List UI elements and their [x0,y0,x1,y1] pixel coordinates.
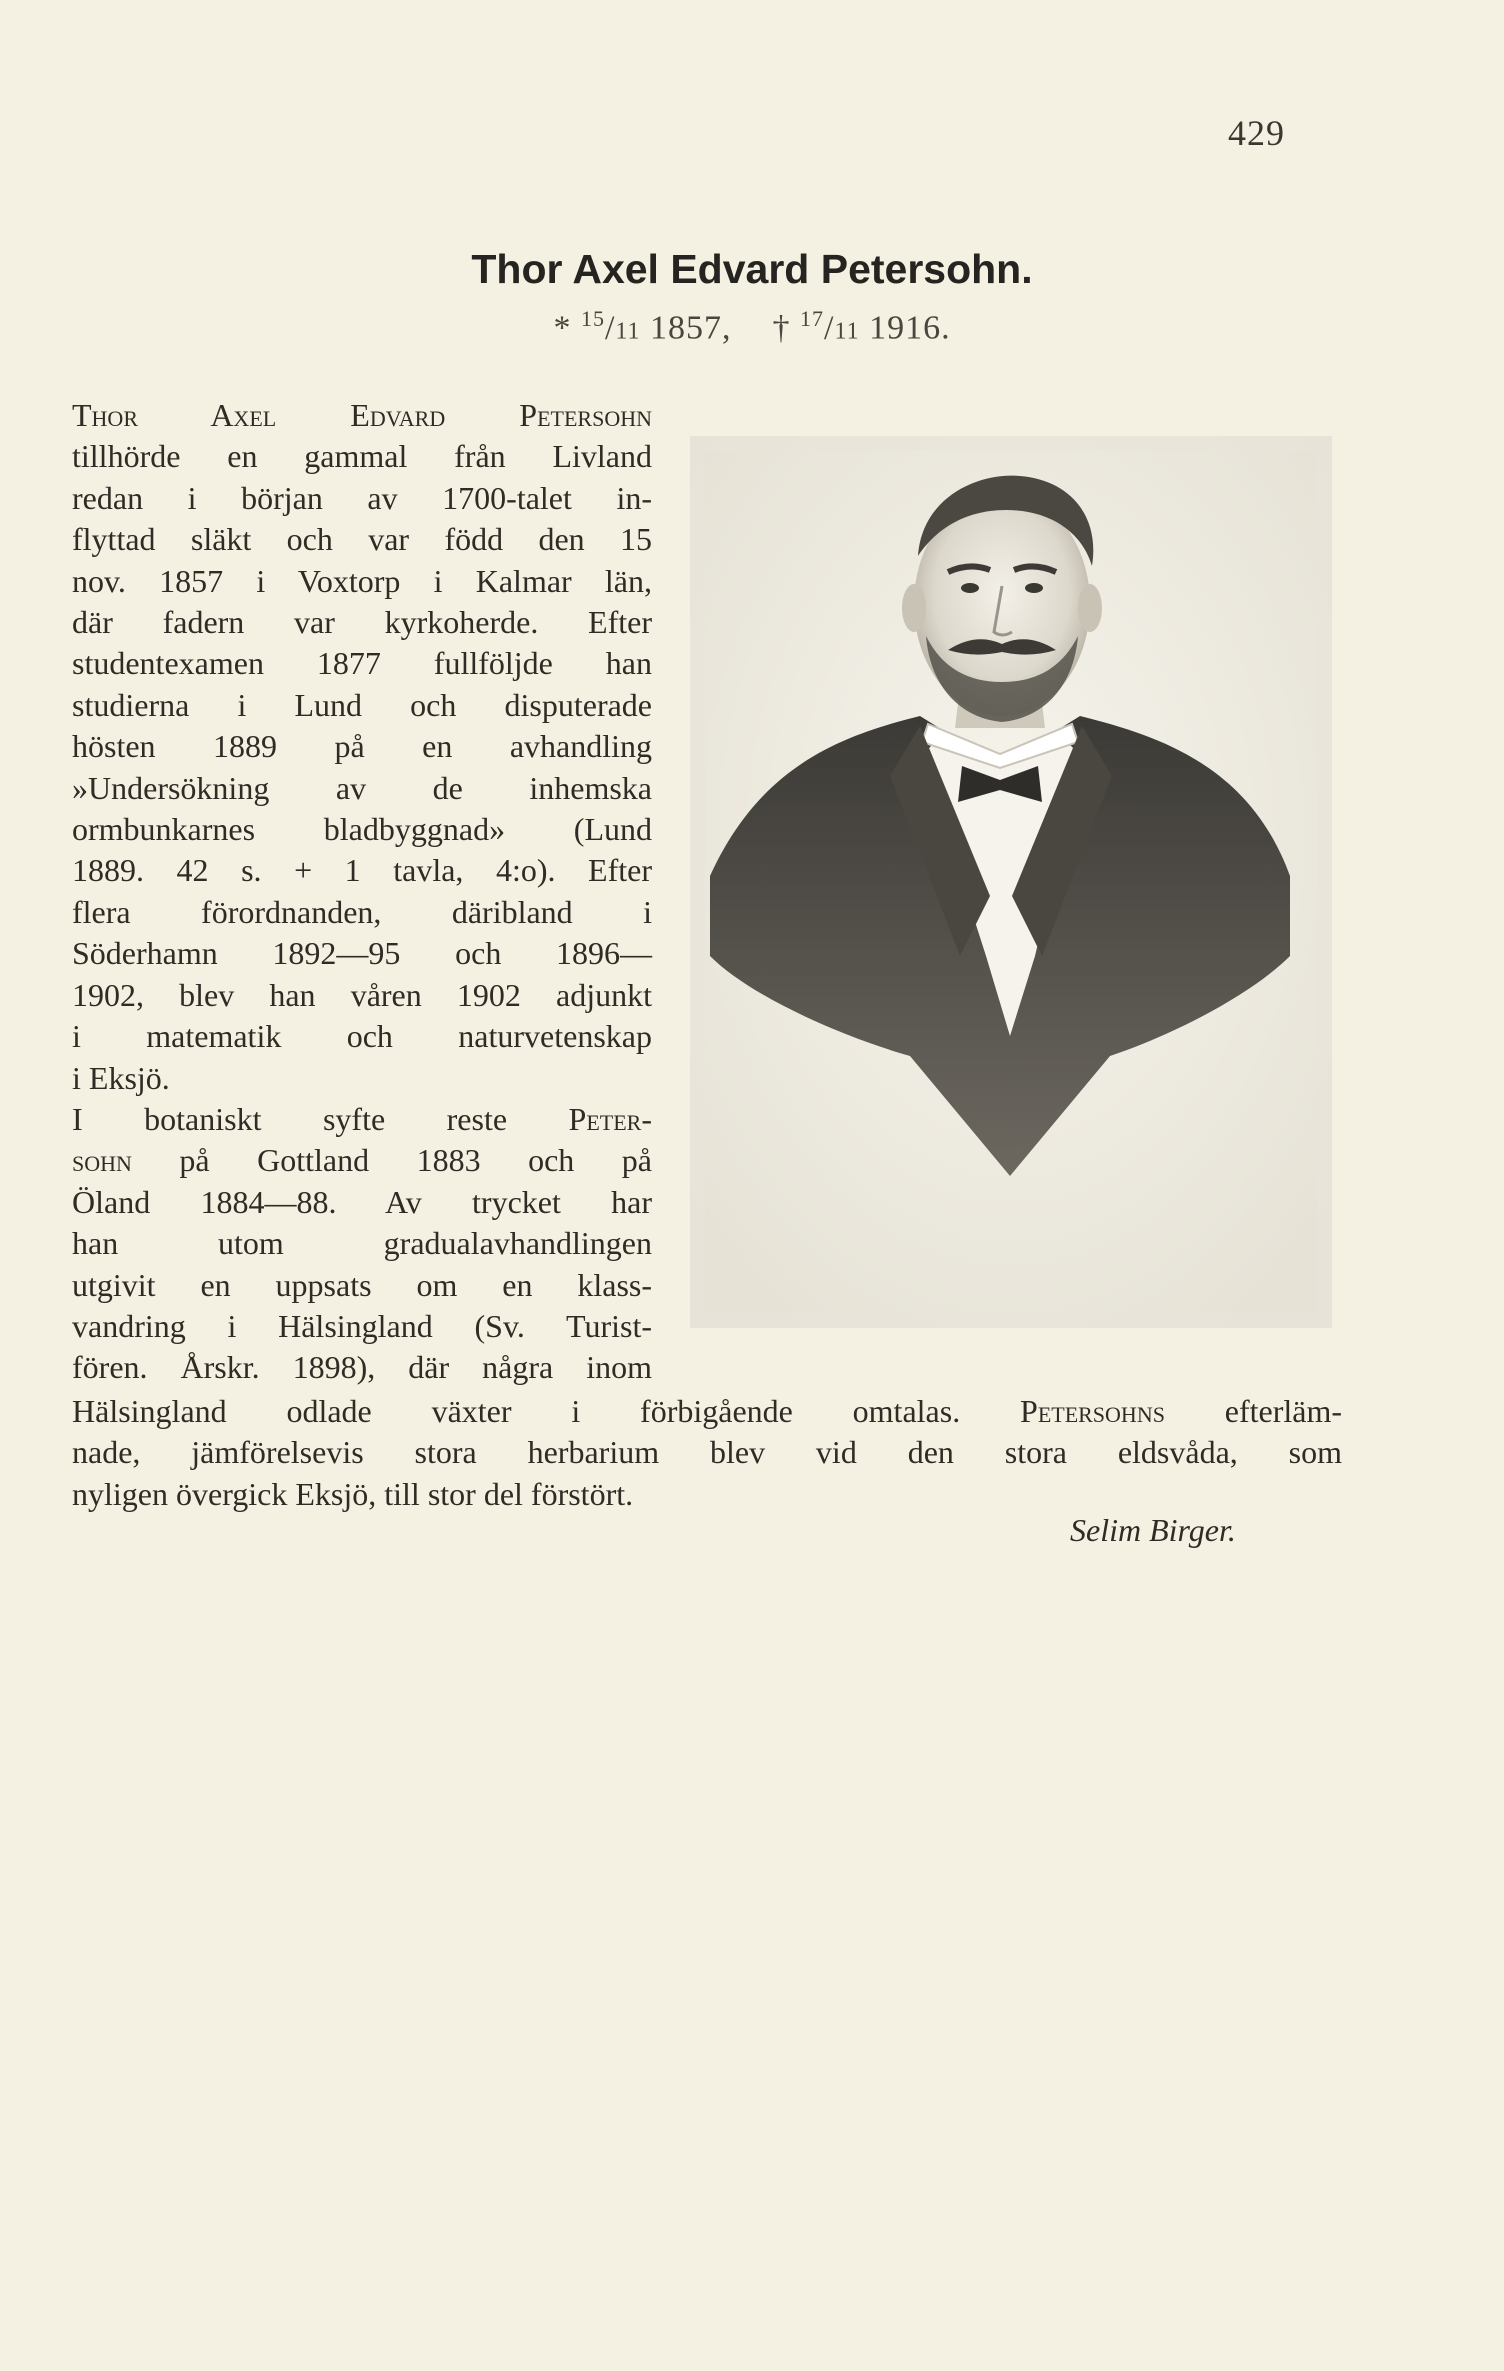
text-line: Öland 1884—88. Av trycket har [72,1183,652,1220]
text-line: vandring i Hälsingland (Sv. Turist- [72,1307,652,1344]
text-line: fören. Årskr. 1898), där några inom [72,1349,652,1386]
text-fragment: efterläm- [1164,1393,1343,1429]
text-line: hösten 1889 på en avhandling [72,728,652,765]
birth-year: 1857, [650,309,732,347]
text-line: »Undersökning av de inhemska [72,769,652,806]
text-line: studierna i Lund och disputerade [72,686,652,723]
life-dates: * $^{15}$/11 1857, † $^{17}$/11 1916. [553,306,951,347]
death-month: 11 [834,318,860,345]
text-line: nov. 1857 i Voxtorp i Kalmar län, [72,562,652,599]
article-title: Thor Axel Edvard Petersohn. [471,246,1033,292]
author-name-possessive: Petersohns [1020,1393,1165,1429]
text-line: ormbunkarnes bladbyggnad» (Lund [72,811,652,848]
wide-text-line: nyligen övergick Eksjö, till stor del förstört. [72,1475,634,1512]
text-fragment: I botaniskt syfte reste [72,1100,569,1137]
text-line: 1902, blev han våren 1902 adjunkt [72,976,652,1013]
narrow-column [72,395,652,1389]
birth-day: 15 [580,306,605,331]
death-symbol: † [772,309,791,347]
text-line: i Eksjö. [72,1059,170,1096]
text-line: där fadern var kyrkoherde. Efter [72,604,652,641]
paragraph2-line1 [72,1099,652,1140]
text-line: utgivit en uppsats om en klass- [72,1266,652,1303]
paragraph-lead-name: Thor Axel Edvard Petersohn [72,397,652,433]
author-signature: Selim Birger. [1070,1512,1236,1548]
text-line: Söderhamn 1892—95 och 1896— [72,935,652,972]
birth-symbol: * [553,309,572,347]
author-name: sohn [72,1142,132,1179]
page-number: 429 [1228,113,1285,153]
text-line: han utom gradualavhandlingen [72,1225,652,1262]
text-line: studentexamen 1877 fullföljde han [72,645,652,682]
text-fragment: Hälsingland odlade växter i förbigående omtalas. [72,1393,1021,1429]
author-name: Peter- [568,1100,652,1137]
text-line: redan i början av 1700-talet in- [72,479,652,516]
death-day: 17 [800,306,824,331]
birth-month: 11 [615,318,641,345]
text-line: 1889. 42 s. + 1 tavla, 4:o). Efter [72,852,652,889]
text-line: flera förordnanden, däribland i [72,893,652,930]
text-fragment: på Gottland 1883 och på [131,1142,652,1179]
text-line: flyttad släkt och var född den 15 [72,521,652,558]
paragraph2-line2 [72,1140,652,1181]
text-line: tillhörde en gammal från Livland [72,438,652,475]
death-year: 1916. [869,309,951,347]
portrait-photo [690,436,1332,1328]
wide-text-line: nade, jämförelsevis stora herbarium blev vid den stora eldsvåda, som [72,1434,1342,1471]
portrait-image [690,436,1332,1328]
wide-column [72,1391,1342,1515]
wide-text-line [72,1391,1342,1432]
text-line: i matematik och naturvetenskap [72,1018,652,1055]
